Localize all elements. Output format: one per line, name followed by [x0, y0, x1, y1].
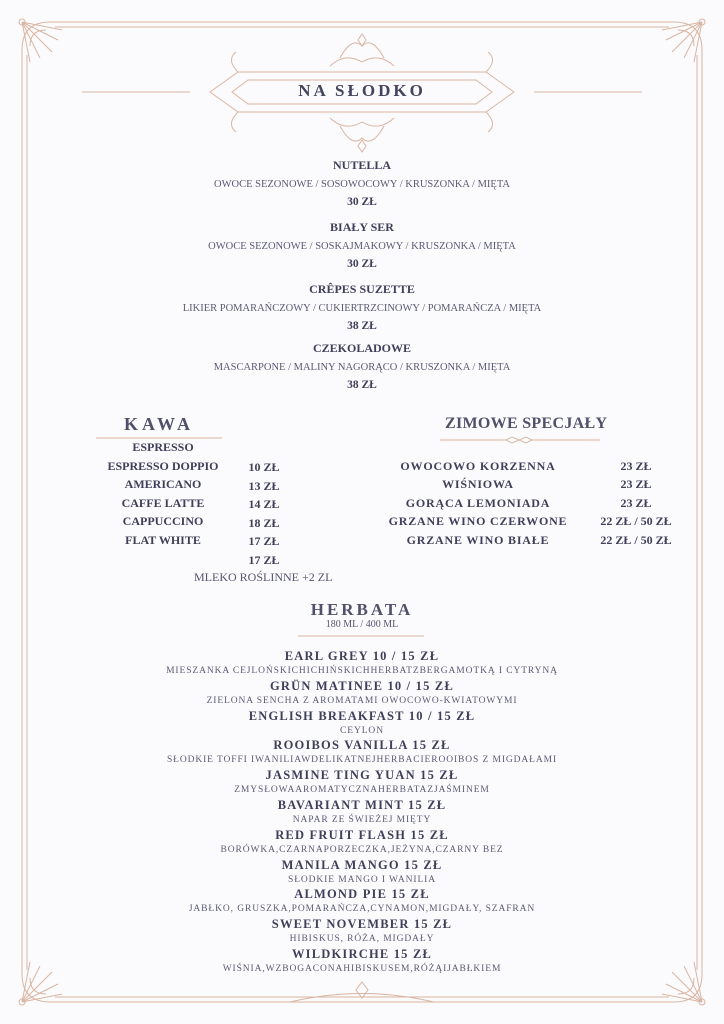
winter-special-row	[380, 533, 680, 551]
winter-special-price: 23 ZŁ	[620, 459, 652, 473]
winter-special-price: 22 ZŁ / 50 ZŁ	[600, 532, 672, 547]
tea-item-name: MANILA MANGO 15 ZŁ	[281, 857, 443, 872]
sweet-item-description: LIKIER POMARAŃCZOWY / CUKIERTRZCINOWY / POMARAŃCZA / MIĘTA	[182, 303, 542, 314]
tea-item-name: BAVARIANT MINT 15 ZŁ	[277, 798, 447, 812]
tea-item-description: ZIELONA SENCHA Z AROMATAMI OWOCOWO-KWIATOWYMI	[206, 695, 518, 706]
tea-item-name: RED FRUIT FLASH 15 ZŁ	[275, 827, 449, 842]
winter-special-price: 23 ZŁ	[620, 495, 652, 510]
sweet-item-description: OWOCE SEZONOWE / SOSKAJMAKOWY / KRUSZONKA / MIĘTA	[208, 241, 516, 252]
sweet-item-price: 30 ZŁ	[347, 196, 377, 208]
tea-title: HERBATA	[310, 600, 414, 619]
tea-item-name: WILDKIRCHE 15 ZŁ	[291, 947, 433, 961]
tea-item-description: ZMYSŁOWAAROMATYCZNAHERBATAZJAŚMINEM	[234, 785, 490, 796]
winter-special-name: GRZANE WINO BIAŁE	[406, 532, 550, 547]
tea-item-name: EARL GREY 10 / 15 ZŁ	[284, 649, 440, 663]
tea-item-description: NAPAR ZE ŚWIEŻEJ MIĘTY	[292, 815, 432, 825]
coffee-item-price: 17 ZŁ	[248, 552, 280, 567]
winter-special-name: OWOCOWO KORZENNA	[400, 459, 556, 473]
coffee-item-name: CAPPUCCINO	[122, 514, 204, 528]
winter-special-price: 23 ZŁ	[620, 477, 652, 492]
tea-item-description: SŁODKIE MANGO I WANILIA	[288, 874, 436, 885]
winter-specials-title: ZIMOWE SPECJAŁY	[445, 415, 608, 432]
winter-special-price: 22 ZŁ / 50 ZŁ	[600, 514, 672, 529]
coffee-item-name: ESPRESSO	[132, 440, 194, 454]
tea-item-description: HIBISKUS, RÓŻA, MIGDAŁY	[289, 934, 435, 945]
sweet-item-description: MASCARPONE / MALINY NAGORĄCO / KRUSZONKA / MIĘTA	[213, 362, 511, 373]
tea-item-name: JASMINE TING YUAN 15 ZŁ	[265, 768, 459, 783]
tea-item-description: JABŁKO, GRUSZKA,POMARAŃCZA,CYNAMON,MIGDAŁY, SZAFRAN	[188, 904, 536, 915]
winter-special-name: WIŚNIOWA	[442, 477, 514, 492]
sweet-item-name: NUTELLA	[332, 158, 391, 172]
winter-special-row	[380, 514, 680, 532]
tea-item-description: MIESZANKA CEJLOŃSKICHICHIŃSKICHHERBATZBERGAMOTKĄ I CYTRYNĄ	[166, 666, 558, 676]
coffee-item-price: 14 ZŁ	[248, 497, 280, 511]
winter-special-row	[380, 496, 680, 514]
coffee-price-list	[240, 458, 288, 569]
tea-item-name: ALMOND PIE 15 ZŁ	[294, 887, 430, 902]
tea-item-description: CEYLON	[340, 725, 384, 736]
coffee-item-price: 18 ZŁ	[248, 515, 280, 530]
tea-item-description: SŁODKIE TOFFI IWANILIAWDELIKATNEJHERBACIEROOIBOS Z MIGDAŁAMI	[166, 755, 558, 766]
sweet-item-price: 30 ZŁ	[347, 258, 377, 270]
coffee-title: KAWA	[124, 414, 195, 434]
tea-item-description: WIŚNIA,WZBOGACONAHIBISKUSEM,RÓŻĄIJABŁKIEM	[222, 964, 502, 974]
coffee-item-price: 17 ZŁ	[248, 534, 280, 548]
sweet-item-price: 38 ZŁ	[347, 379, 377, 391]
sweet-item-name: BIAŁY SER	[330, 220, 394, 234]
sweet-item-name: CRÊPES SUZETTE	[309, 282, 415, 296]
tea-item-name: GRÜN MATINEE 10 / 15 ZŁ	[270, 678, 454, 693]
page-title: NA SŁODKO	[298, 81, 426, 100]
tea-item-name: ENGLISH BREAKFAST 10 / 15 ZŁ	[248, 708, 476, 723]
tea-sizes: 180 ML / 400 ML	[325, 619, 399, 630]
tea-item-description: BORÓWKA,CZARNAPORZECZKA,JEŻYNA,CZARNY BEZ	[220, 844, 504, 855]
plant-milk-note: MLEKO ROŚLINNE +2 ZL	[194, 570, 333, 584]
coffee-item-price: 13 ZŁ	[248, 478, 280, 493]
coffee-item-name: FLAT WHITE	[125, 532, 201, 547]
tea-item-name: ROOIBOS VANILLA 15 ZŁ	[273, 738, 451, 753]
sweet-item-description: OWOCE SEZONOWE / SOSOWOCOWY / KRUSZONKA / MIĘTA	[214, 179, 510, 190]
tea-item-name: SWEET NOVEMBER 15 ZŁ	[271, 917, 453, 932]
coffee-list	[96, 438, 230, 549]
coffee-item-name: ESPRESSO DOPPIO	[107, 458, 219, 473]
winter-special-name: GORĄCA LEMONIADA	[405, 495, 551, 510]
coffee-item-name: CAFFE LATTE	[121, 495, 205, 510]
sweet-item-name: CZEKOLADOWE	[312, 341, 411, 355]
winter-special-row	[380, 477, 680, 495]
winter-special-row	[380, 459, 680, 477]
winter-special-name: GRZANE WINO CZERWONE	[388, 514, 568, 529]
coffee-item-name: AMERICANO	[124, 477, 202, 491]
coffee-item-price: 10 ZŁ	[248, 460, 280, 474]
sweet-item-price: 38 ZŁ	[347, 320, 377, 332]
